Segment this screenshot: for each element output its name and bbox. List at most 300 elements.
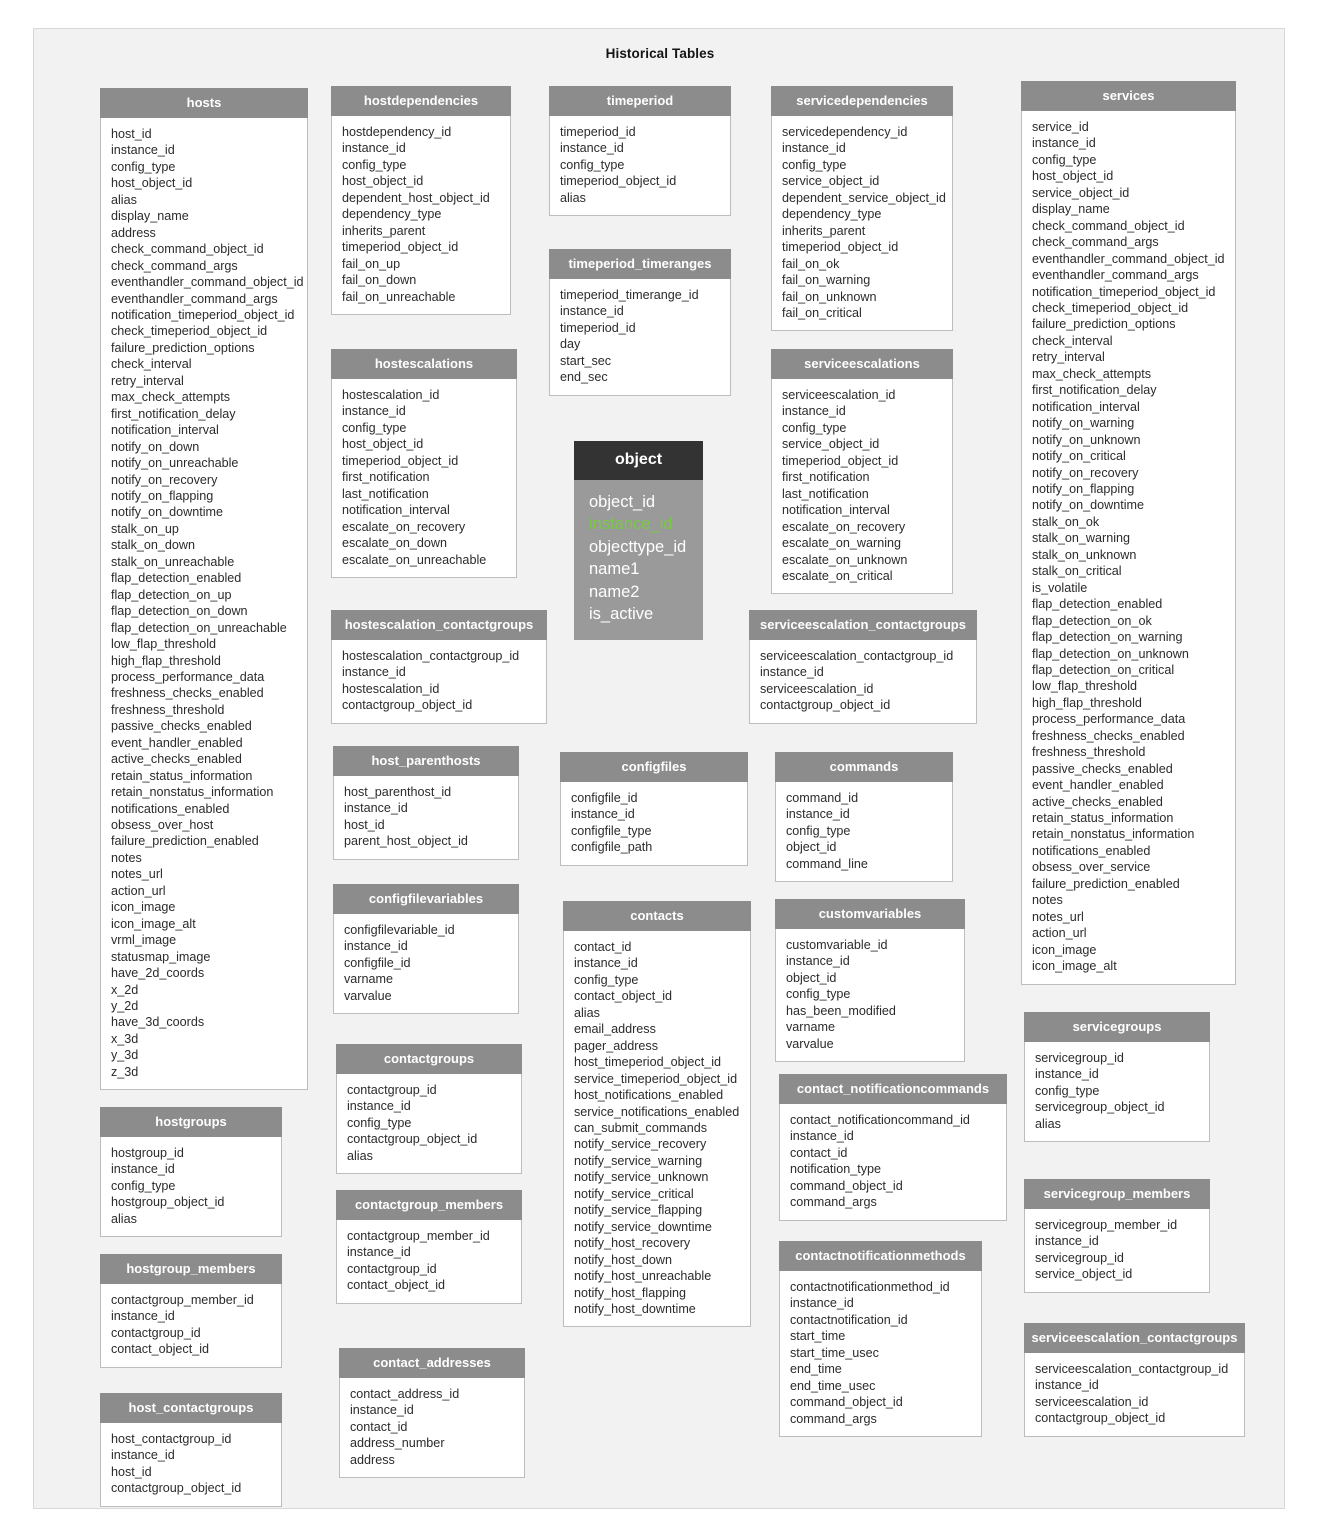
field-row: z_3d xyxy=(111,1064,139,1079)
field-row: failure_prediction_enabled xyxy=(1032,876,1180,891)
field-row: instance_id xyxy=(111,1448,175,1463)
field-row: contactnotification_id xyxy=(790,1312,908,1327)
field-row: contactgroup_object_id xyxy=(111,1481,242,1496)
entity-table-customvariables[interactable] xyxy=(775,899,965,1062)
field-row: contact_object_id xyxy=(574,989,673,1004)
field-row: host_contactgroup_id xyxy=(111,1432,232,1446)
field-row: configfile_type xyxy=(571,823,652,838)
field-row: timeperiod_object_id xyxy=(560,174,677,189)
field-row: config_type xyxy=(782,420,847,435)
field-row: contactgroup_id xyxy=(347,1083,437,1097)
field-row: check_command_object_id xyxy=(1032,218,1185,233)
field-row: alias xyxy=(111,192,137,207)
entity-table-fields xyxy=(775,782,953,882)
entity-table-host_contactgroups[interactable] xyxy=(100,1393,282,1507)
field-row: contact_address_id xyxy=(350,1387,460,1401)
field-row: timeperiod_timerange_id xyxy=(560,288,699,302)
field-row: serviceescalation_contactgroup_id xyxy=(760,649,954,663)
field-row: freshness_checks_enabled xyxy=(1032,728,1185,743)
field-row: service_timeperiod_object_id xyxy=(574,1071,738,1086)
field-row: address xyxy=(350,1452,395,1467)
entity-table-object[interactable] xyxy=(574,441,703,640)
field-row: hostescalation_id xyxy=(342,388,440,402)
field-row: dependent_service_object_id xyxy=(782,190,946,205)
field-row: notification_interval xyxy=(342,503,450,518)
field-row: fail_on_unknown xyxy=(782,289,877,304)
entity-table-fields xyxy=(563,931,751,1327)
entity-table-fields xyxy=(749,640,977,724)
entity-table-title: commands xyxy=(775,752,953,782)
field-row: command_args xyxy=(790,1195,877,1210)
entity-table-title: object xyxy=(574,441,703,480)
entity-table-hosts[interactable] xyxy=(100,88,308,1090)
field-row: alias xyxy=(560,190,586,205)
entity-table-fields xyxy=(574,480,703,640)
field-row: notify_on_recovery xyxy=(111,472,218,487)
field-row: end_time xyxy=(790,1362,842,1377)
entity-table-title: contacts xyxy=(563,901,751,931)
field-row: notify_on_downtime xyxy=(1032,498,1145,513)
field-row: notifications_enabled xyxy=(1032,843,1151,858)
field-row: end_time_usec xyxy=(790,1378,876,1393)
entity-table-fields xyxy=(779,1104,1007,1221)
field-row: notify_host_unreachable xyxy=(574,1269,712,1284)
field-row: instance_id xyxy=(111,1162,175,1177)
entity-table-title: contactgroups xyxy=(336,1044,522,1074)
field-row: serviceescalation_id xyxy=(760,681,874,696)
field-row: contactgroup_object_id xyxy=(760,698,891,713)
entity-table-title: servicegroup_members xyxy=(1024,1179,1210,1209)
field-row: servicegroup_object_id xyxy=(1035,1100,1165,1115)
entity-table-title: serviceescalation_contactgroups xyxy=(749,610,977,640)
entity-table-fields xyxy=(549,116,731,216)
field-row: notify_service_critical xyxy=(574,1186,694,1201)
field-row: service_notifications_enabled xyxy=(574,1104,740,1119)
field-row: contactgroup_member_id xyxy=(111,1293,254,1307)
field-row: command_id xyxy=(786,791,859,805)
entity-table-hostescalation_contactgroups[interactable] xyxy=(331,610,547,724)
field-row: stalk_on_critical xyxy=(1032,564,1122,579)
field-row: flap_detection_on_ok xyxy=(1032,613,1152,628)
field-row: notification_type xyxy=(790,1162,882,1177)
field-row: fail_on_down xyxy=(342,273,417,288)
field-row: retry_interval xyxy=(111,373,184,388)
field-row: instance_id xyxy=(560,141,624,156)
field-row: retain_status_information xyxy=(111,768,253,783)
field-row: active_checks_enabled xyxy=(111,752,242,767)
field-row: host_id xyxy=(111,127,152,141)
field-row: action_url xyxy=(111,883,166,898)
field-row: start_sec xyxy=(560,353,612,368)
field-row: instance_id xyxy=(342,665,406,680)
entity-table-fields xyxy=(1024,1353,1245,1437)
field-row: notes xyxy=(1032,893,1063,908)
entity-table-contact_addresses[interactable] xyxy=(339,1348,525,1478)
field-row: inherits_parent xyxy=(342,223,426,238)
entity-table-services[interactable] xyxy=(1021,81,1236,985)
field-row: flap_detection_on_unknown xyxy=(1032,646,1189,661)
field-row: instance_id xyxy=(347,1245,411,1260)
field-row: timeperiod_object_id xyxy=(782,453,899,468)
field-row: alias xyxy=(111,1211,137,1226)
field-row: max_check_attempts xyxy=(1032,366,1151,381)
field-row: contactgroup_object_id xyxy=(1035,1411,1166,1426)
field-row: stalk_on_ok xyxy=(1032,514,1100,529)
entity-table-servicedependencies[interactable] xyxy=(771,86,953,331)
entity-table-configfiles[interactable] xyxy=(560,752,748,866)
field-row: check_command_object_id xyxy=(111,242,264,257)
field-row: fail_on_ok xyxy=(782,256,840,271)
field-row: retain_nonstatus_information xyxy=(111,785,274,800)
field-row: timeperiod_id xyxy=(560,125,636,139)
field-row: process_performance_data xyxy=(111,669,265,684)
field-row: config_type xyxy=(1032,152,1097,167)
field-row: config_type xyxy=(111,1178,176,1193)
field-row: eventhandler_command_object_id xyxy=(1032,251,1225,266)
entity-table-fields xyxy=(331,379,517,578)
entity-table-title: hostescalation_contactgroups xyxy=(331,610,547,640)
field-row: event_handler_enabled xyxy=(1032,778,1164,793)
field-row: low_flap_threshold xyxy=(1032,679,1138,694)
entity-table-contact_notificationcommands[interactable] xyxy=(779,1074,1007,1221)
entity-table-timeperiod_timeranges[interactable] xyxy=(549,249,731,396)
entity-table-fields xyxy=(549,279,731,396)
field-row: check_command_args xyxy=(111,258,238,273)
field-row: is_active xyxy=(589,605,654,624)
field-row: instance_id xyxy=(574,956,638,971)
field-row: escalate_on_recovery xyxy=(342,519,466,534)
field-row: start_time_usec xyxy=(790,1345,879,1360)
entity-table-timeperiod[interactable] xyxy=(549,86,731,216)
entity-table-title: hosts xyxy=(100,88,308,118)
diagram-title: Historical Tables xyxy=(605,46,715,61)
field-row: freshness_threshold xyxy=(111,702,225,717)
entity-table-host_parenthosts[interactable] xyxy=(333,746,519,860)
entity-table-hostgroup_members[interactable] xyxy=(100,1254,282,1368)
field-row: instance_id xyxy=(347,1099,411,1114)
field-row: failure_prediction_options xyxy=(1032,317,1176,332)
field-row: failure_prediction_enabled xyxy=(111,834,259,849)
field-row: first_notification xyxy=(342,470,430,485)
entity-table-fields xyxy=(331,116,511,315)
field-row: config_type xyxy=(1035,1083,1100,1098)
field-row: notify_on_flapping xyxy=(111,488,214,503)
field-row: check_interval xyxy=(111,357,192,372)
entity-table-title: serviceescalation_contactgroups xyxy=(1024,1323,1245,1353)
field-row: retain_status_information xyxy=(1032,811,1174,826)
field-row: passive_checks_enabled xyxy=(1032,761,1173,776)
entity-table-contactnotificationmethods[interactable] xyxy=(779,1241,982,1437)
entity-table-fields xyxy=(336,1220,522,1304)
entity-table-serviceescalation_contactgroups_bottom[interactable] xyxy=(1024,1323,1245,1437)
field-row: vrml_image xyxy=(111,933,177,948)
field-row: notify_service_warning xyxy=(574,1153,703,1168)
field-row: check_timeperiod_object_id xyxy=(111,324,268,339)
field-row: alias xyxy=(347,1148,373,1163)
entity-table-title: hostescalations xyxy=(331,349,517,379)
field-row: instance_id xyxy=(344,801,408,816)
field-row: host_object_id xyxy=(1032,169,1114,184)
field-row: instance_id xyxy=(111,1309,175,1324)
field-row: serviceescalation_contactgroup_id xyxy=(1035,1362,1229,1376)
entity-table-title: customvariables xyxy=(775,899,965,929)
field-row: object_id xyxy=(786,840,837,855)
entity-table-fields xyxy=(339,1378,525,1478)
field-row: notes_url xyxy=(1032,909,1084,924)
field-row: instance_id xyxy=(342,404,406,419)
entity-table-contacts[interactable] xyxy=(563,901,751,1327)
field-row: is_volatile xyxy=(1032,580,1088,595)
field-row: contactgroup_object_id xyxy=(342,698,473,713)
field-row: y_2d xyxy=(111,999,139,1014)
entity-table-title: servicedependencies xyxy=(771,86,953,116)
field-row: instance_id xyxy=(350,1403,414,1418)
entity-table-servicegroup_members[interactable] xyxy=(1024,1179,1210,1293)
field-row: notify_on_downtime xyxy=(111,505,224,520)
field-row: notify_host_down xyxy=(574,1252,673,1267)
field-row: escalate_on_down xyxy=(342,536,448,551)
field-row: contact_notificationcommand_id xyxy=(790,1113,970,1127)
field-row: notify_host_recovery xyxy=(574,1236,691,1251)
entity-table-title: contactnotificationmethods xyxy=(779,1241,982,1271)
field-row: service_id xyxy=(1032,120,1089,134)
field-row: fail_on_up xyxy=(342,256,401,271)
field-row: alias xyxy=(1035,1116,1061,1131)
entity-table-servicegroups[interactable] xyxy=(1024,1012,1210,1142)
field-row: timeperiod_object_id xyxy=(782,240,899,255)
field-row: config_type xyxy=(786,823,851,838)
field-row: have_2d_coords xyxy=(111,966,205,981)
field-row: service_object_id xyxy=(1032,185,1130,200)
field-row: eventhandler_command_object_id xyxy=(111,275,304,290)
field-row: pager_address xyxy=(574,1038,659,1053)
field-row: statusmap_image xyxy=(111,949,211,964)
field-row: action_url xyxy=(1032,926,1087,941)
entity-table-title: configfiles xyxy=(560,752,748,782)
field-row: notify_service_unknown xyxy=(574,1170,709,1185)
entity-table-title: servicegroups xyxy=(1024,1012,1210,1042)
field-row: flap_detection_on_warning xyxy=(1032,630,1183,645)
field-row: host_object_id xyxy=(342,174,424,189)
field-row: instance_id xyxy=(571,807,635,822)
field-row: servicegroup_member_id xyxy=(1035,1218,1178,1232)
field-row: instance_id xyxy=(342,141,406,156)
field-row: obsess_over_service xyxy=(1032,860,1151,875)
field-row: flap_detection_on_critical xyxy=(1032,662,1175,677)
field-row: servicedependency_id xyxy=(782,125,908,139)
field-row: flap_detection_on_up xyxy=(111,587,232,602)
field-row: contactgroup_id xyxy=(347,1261,437,1276)
entity-table-title: timeperiod xyxy=(549,86,731,116)
field-row: event_handler_enabled xyxy=(111,735,243,750)
field-row: notify_on_flapping xyxy=(1032,481,1135,496)
field-row: name2 xyxy=(589,582,640,601)
field-row: contact_id xyxy=(574,940,632,954)
field-row: stalk_on_warning xyxy=(1032,531,1131,546)
field-row: service_object_id xyxy=(782,437,880,452)
field-row: hostgroup_id xyxy=(111,1146,184,1160)
field-row: config_type xyxy=(782,157,847,172)
field-row: parent_host_object_id xyxy=(344,834,468,849)
field-row: flap_detection_on_down xyxy=(111,604,248,619)
entity-table-serviceescalations[interactable] xyxy=(771,349,953,594)
field-row: x_2d xyxy=(111,982,139,997)
field-row: has_been_modified xyxy=(786,1003,896,1018)
entity-table-fields xyxy=(333,776,519,860)
field-row: config_type xyxy=(560,157,625,172)
field-row: notifications_enabled xyxy=(111,801,230,816)
entity-table-fields xyxy=(100,118,308,1090)
entity-table-fields xyxy=(779,1271,982,1437)
field-row: obsess_over_host xyxy=(111,818,214,833)
field-row: notify_on_warning xyxy=(1032,416,1135,431)
field-row: configfile_path xyxy=(571,840,653,855)
field-row: service_object_id xyxy=(782,174,880,189)
field-row: notify_on_unknown xyxy=(1032,432,1141,447)
field-row: host_object_id xyxy=(111,176,193,191)
field-row: hostdependency_id xyxy=(342,125,452,139)
field-row: configfile_id xyxy=(571,791,638,805)
field-row: instance_id xyxy=(111,143,175,158)
field-row: icon_image_alt xyxy=(1032,959,1117,974)
field-row: instance_id xyxy=(786,807,850,822)
field-row: first_notification_delay xyxy=(111,406,236,421)
field-row: notification_interval xyxy=(111,423,219,438)
entity-table-hostdependencies[interactable] xyxy=(331,86,511,315)
field-row: escalate_on_warning xyxy=(782,536,902,551)
entity-table-fields xyxy=(100,1284,282,1368)
field-row: contactgroup_object_id xyxy=(347,1132,478,1147)
field-row: config_type xyxy=(574,972,639,987)
field-row: day xyxy=(560,337,581,352)
field-row: passive_checks_enabled xyxy=(111,719,252,734)
field-row: process_performance_data xyxy=(1032,712,1186,727)
field-row: end_sec xyxy=(560,370,608,385)
field-row: flap_detection_on_unreachable xyxy=(111,620,287,635)
field-row: configfilevariable_id xyxy=(344,923,455,937)
field-row: stalk_on_unknown xyxy=(1032,547,1137,562)
field-row: instance_id xyxy=(1035,1067,1099,1082)
field-row: escalate_on_recovery xyxy=(782,519,906,534)
entity-table-fields xyxy=(333,914,519,1014)
field-row: notification_interval xyxy=(1032,399,1140,414)
field-row: varname xyxy=(344,972,393,987)
entity-table-contactgroup_members[interactable] xyxy=(336,1190,522,1304)
field-row: config_type xyxy=(342,157,407,172)
entity-table-title: host_contactgroups xyxy=(100,1393,282,1423)
field-row: customvariable_id xyxy=(786,938,888,952)
field-row: config_type xyxy=(342,420,407,435)
field-row: fail_on_critical xyxy=(782,305,862,320)
entity-table-configfilevariables[interactable] xyxy=(333,884,519,1014)
field-row: notification_interval xyxy=(782,503,890,518)
entity-table-hostgroups[interactable] xyxy=(100,1107,282,1237)
field-row: instance_id xyxy=(790,1129,854,1144)
entity-table-fields xyxy=(1024,1209,1210,1293)
field-row: instance_id xyxy=(560,304,624,319)
field-row: objecttype_id xyxy=(589,537,687,556)
entity-table-title: serviceescalations xyxy=(771,349,953,379)
field-row: high_flap_threshold xyxy=(1032,695,1142,710)
field-row: host_object_id xyxy=(342,437,424,452)
field-row: instance_id xyxy=(790,1296,854,1311)
entity-table-serviceescalation_contactgroups_mid[interactable] xyxy=(749,610,977,724)
field-row: object_id xyxy=(786,970,837,985)
field-row: config_type xyxy=(111,159,176,174)
entity-table-title: contact_addresses xyxy=(339,1348,525,1378)
field-row: contact_object_id xyxy=(111,1342,210,1357)
entity-table-hostescalations[interactable] xyxy=(331,349,517,578)
field-row: notes xyxy=(111,850,142,865)
entity-table-fields xyxy=(331,640,547,724)
field-row: retry_interval xyxy=(1032,350,1105,365)
field-row: object_id xyxy=(589,493,656,511)
field-row: instance_id xyxy=(1035,1378,1099,1393)
field-row: escalate_on_unknown xyxy=(782,552,908,567)
field-row: dependency_type xyxy=(342,207,442,222)
field-row: alias xyxy=(574,1005,600,1020)
field-row: contactgroup_id xyxy=(111,1325,201,1340)
field-row: instance_id xyxy=(589,515,673,534)
field-row: notify_on_down xyxy=(111,439,200,454)
field-row: instance_id xyxy=(1035,1234,1099,1249)
field-row: check_command_args xyxy=(1032,235,1159,250)
field-row: escalate_on_critical xyxy=(782,568,893,583)
entity-table-fields xyxy=(771,379,953,594)
field-row: varname xyxy=(786,1020,835,1035)
field-row: freshness_threshold xyxy=(1032,745,1146,760)
field-row: can_submit_commands xyxy=(574,1120,707,1135)
field-row: varvalue xyxy=(786,1036,834,1051)
field-row: notify_host_flapping xyxy=(574,1285,687,1300)
field-row: notify_on_recovery xyxy=(1032,465,1139,480)
field-row: notify_service_recovery xyxy=(574,1137,707,1152)
field-row: flap_detection_enabled xyxy=(1032,597,1163,612)
field-row: contact_id xyxy=(790,1145,848,1160)
field-row: notify_service_downtime xyxy=(574,1219,712,1234)
field-row: host_id xyxy=(111,1464,152,1479)
field-row: escalate_on_unreachable xyxy=(342,552,487,567)
entity-table-title: hostdependencies xyxy=(331,86,511,116)
field-row: command_line xyxy=(786,856,868,871)
field-row: contactgroup_member_id xyxy=(347,1229,490,1243)
field-row: hostescalation_contactgroup_id xyxy=(342,649,520,663)
field-row: failure_prediction_options xyxy=(111,340,255,355)
field-row: notify_host_downtime xyxy=(574,1301,696,1316)
field-row: check_interval xyxy=(1032,333,1113,348)
field-row: config_type xyxy=(786,987,851,1002)
field-row: configfile_id xyxy=(344,955,411,970)
entity-table-fields xyxy=(1024,1042,1210,1142)
field-row: host_notifications_enabled xyxy=(574,1088,724,1103)
field-row: check_timeperiod_object_id xyxy=(1032,300,1189,315)
entity-table-contactgroups[interactable] xyxy=(336,1044,522,1174)
field-row: first_notification xyxy=(782,470,870,485)
entity-table-title: contact_notificationcommands xyxy=(779,1074,1007,1104)
entity-table-fields xyxy=(100,1137,282,1237)
entity-table-title: contactgroup_members xyxy=(336,1190,522,1220)
field-row: contact_object_id xyxy=(347,1278,446,1293)
entity-table-commands[interactable] xyxy=(775,752,953,882)
field-row: stalk_on_up xyxy=(111,521,179,536)
field-row: command_object_id xyxy=(790,1395,903,1410)
field-row: retain_nonstatus_information xyxy=(1032,827,1195,842)
field-row: notify_on_critical xyxy=(1032,449,1126,464)
entity-table-fields xyxy=(1021,111,1236,985)
entity-table-fields xyxy=(775,929,965,1062)
field-row: dependency_type xyxy=(782,207,882,222)
entity-table-title: configfilevariables xyxy=(333,884,519,914)
